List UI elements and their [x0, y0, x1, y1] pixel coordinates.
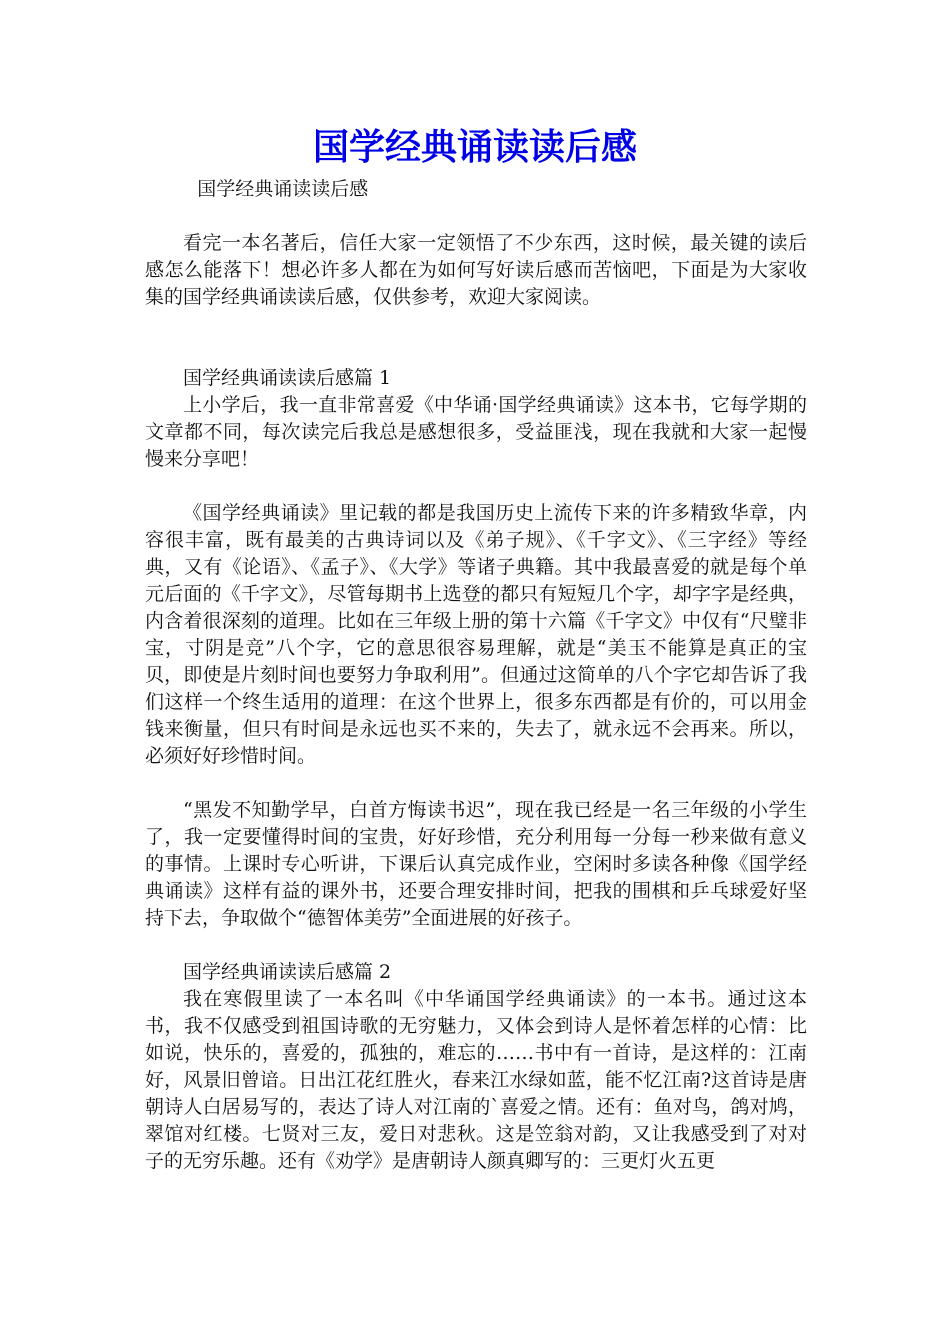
spacer — [145, 770, 807, 797]
document-title: 国学经典诵读读后感 — [312, 127, 637, 168]
document-subtitle: 国学经典诵读读后感 — [197, 178, 369, 200]
section-2-paragraph-1: 我在寒假里读了一本名叫《中华诵国学经典诵读》的一本书。通过这本书，我不仅感受到祖国诗歌的无穷魅力，又体会到诗人是怀着怎样的心情：比如说，快乐的，喜爱的，孤独的，难忘的……书中有一首诗，是这样的：江南好，风景旧曾谙。日出江花红胜火，春来江水绿如蓝，能不忆江南?这首诗是唐朝诗人白居易写的，表达了诗人对江南的`喜爱之情。还有：鱼对鸟，鸽对鸠，翠馆对红楼。七贤对三友，爱日对悲秋。这是笠翁对韵，又让我感受到了对对子的无穷乐趣。还有《劝学》是唐朝诗人颜真卿写的：三更灯火五更 — [145, 988, 807, 1172]
section-1-paragraph-2: 《国学经典诵读》里记载的都是我国历史上流传下来的许多精致华章，内容很丰富，既有最美的古典诗词以及《弟子规》、《千字文》、《三字经》等经典，又有《论语》、《孟子》、《大学》等诸子典籍。其中我最喜爱的就是每个单元后面的《千字文》，尽管每期书上选登的都只有短短几个字，却字字是经典，内含着很深刻的道理。比如在三年级上册的第十六篇《千字文》中仅有“尺璧非宝，寸阴是竞”八个字，它的意思很容易理解，就是“美玉不能算是真正的宝贝，即使是片刻时间也要努力争取利用”。但通过这简单的八个字它却告诉了我们这样一个终生适用的道理：在这个世界上，很多东西都是有价的，可以用金钱来衡量，但只有时间是永远也买不来的，失去了，就永远不会再来。所以，必须好好珍惜时间。 — [145, 502, 807, 767]
spacer — [145, 203, 807, 230]
spacer — [145, 473, 807, 500]
section-1-heading: 国学经典诵读读后感篇 1 — [183, 367, 392, 389]
section-2-heading: 国学经典诵读读后感篇 2 — [183, 961, 392, 983]
document-body — [145, 176, 807, 1175]
section-1-paragraph-3: “黑发不知勤学早，白首方悔读书迟”，现在我已经是一名三年级的小学生了，我一定要懂得时间的宝贵，好好珍惜，充分利用每一分每一秒来做有意义的事情。上课时专心听讲，下课后认真完成作业，空闲时多读各种像《国学经典诵读》这样有益的课外书，还要合理安排时间，把我的围棋和乒乓球爱好坚持下去，争取做个“德智体美劳”全面进展的好孩子。 — [145, 799, 807, 929]
spacer — [145, 932, 807, 959]
section-1-paragraph-1: 上小学后，我一直非常喜爱《中华诵·国学经典诵读》这本书，它每学期的文章都不同，每次读完后我总是感想很多，受益匪浅，现在我就和大家一起慢慢来分享吧！ — [145, 394, 807, 470]
spacer — [145, 311, 807, 365]
intro-paragraph: 看完一本名著后，信任大家一定领悟了不少东西，这时候，最关键的读后感怎么能落下！想必许多人都在为如何写好读后感而苦恼吧，下面是为大家收集的国学经典诵读读后感，仅供参考，欢迎大家阅读。 — [145, 232, 807, 308]
